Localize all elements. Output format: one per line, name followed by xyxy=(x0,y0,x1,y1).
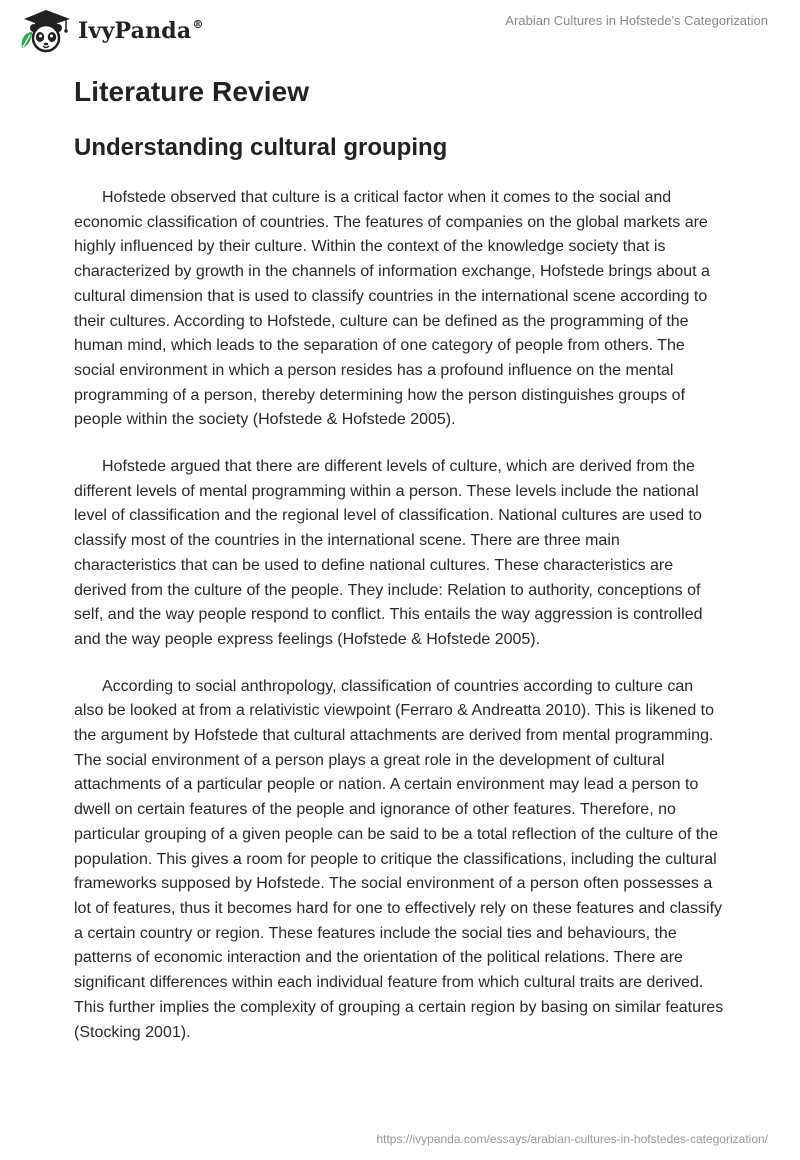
section-title: Literature Review xyxy=(74,76,310,107)
panda-graduate-icon xyxy=(16,8,72,54)
ivypanda-logo[interactable] xyxy=(16,8,204,54)
paragraph-2: Hofstede argued that there are different levels of culture, which are derived from the different levels of mental programming within a person. These levels include the national level of classification and the regional level of classification. National cultures are used to classify most of the countries in the international scene. There are three main characteristics that can be used to define national cultures. These characteristics are derived from the culture of the people. They include: Relation to authority, conceptions of self, and the way people respond to conflict. This entails the way aggression is controlled and the way people express feelings (Hofstede & Hofstede 2005). xyxy=(74,458,703,648)
page-header xyxy=(0,0,800,62)
registered-mark: ® xyxy=(192,18,204,31)
article-body xyxy=(74,70,724,1045)
subsection-title: Understanding cultural grouping xyxy=(74,134,448,161)
paragraph-3: According to social anthropology, classification of countries according to culture can also be looked at from a relativistic viewpoint (Ferraro & Andreatta 2010). This is likened to the argument by Hofstede that cultural attachments are derived from mental programming. The social environment of a person plays a great role in the development of cultural attachments of a particular people or nation. A certain environment may lead a person to dwell on certain features of the people and ignorance of other features. Therefore, no particular grouping of a given people can be said to be a total reflection of the culture of the population. This gives a room for people to critique the classifications, including the cultural frameworks supposed by Hofstede. The social environment of a person often possesses a lot of features, thus it becomes hard for one to effectively rely on these features and classify a certain country or region. These features include the social ties and behaviours, the patterns of economic interaction and the orientation of the political relations. There are significant differences within each individual feature from which cultural traits are derived. This further implies the complexity of grouping a certain region by basing on similar features (Stocking 2001). xyxy=(74,677,724,1041)
document-title: Arabian Cultures in Hofstede's Categorization xyxy=(505,13,768,28)
source-url[interactable]: https://ivypanda.com/essays/arabian-cultures-in-hofstedes-categorization/ xyxy=(376,1132,768,1146)
brand-name: IvyPanda® xyxy=(78,18,204,44)
paragraph-1: Hofstede observed that culture is a critical factor when it comes to the social and economic classification of countries. The features of companies on the global markets are highly influenced by their culture. Within the context of the knowledge society that is characterized by growth in the channels of information exchange, Hofstede brings about a cultural dimension that is used to classify countries in the international scene according to their cultures. According to Hofstede, culture can be defined as the programming of the human mind, which leads to the separation of one category of people from others. The social environment in which a person resides has a profound influence on the mental programming of a person, thereby determining how the person distinguishes groups of people within the society (Hofstede & Hofstede 2005). xyxy=(74,189,710,429)
